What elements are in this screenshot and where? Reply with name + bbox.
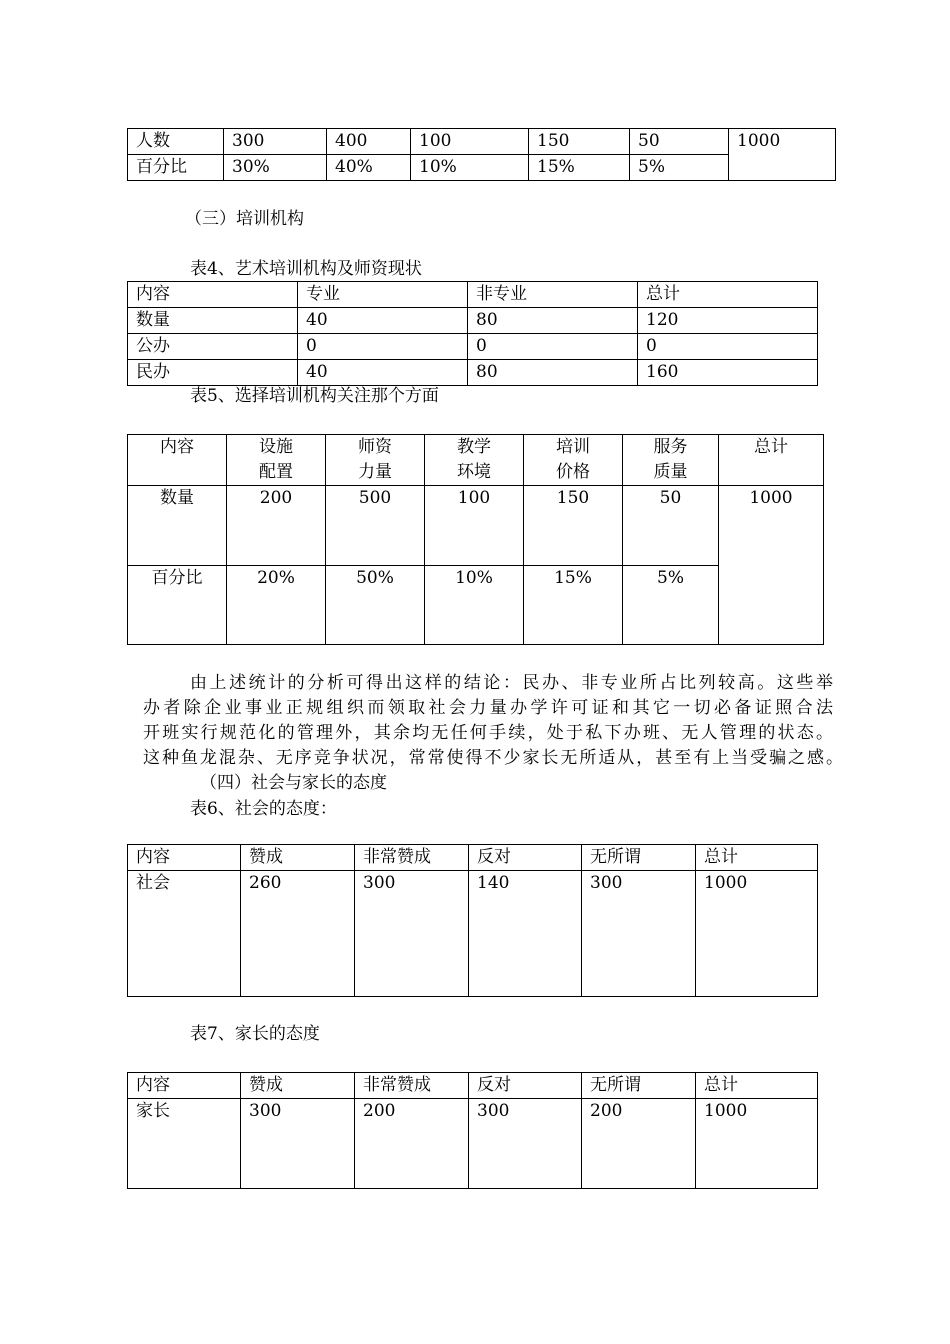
paragraph-line: 这种鱼龙混杂、无序竞争状况，常常使得不少家长无所适从，甚至有上当受骗之感。 — [143, 748, 843, 768]
column-header — [326, 435, 425, 486]
table-cell: 40 — [298, 308, 468, 334]
table-cell: 社会 — [128, 871, 241, 997]
header-line: 设施 — [259, 437, 293, 457]
column-header: 无所谓 — [582, 845, 696, 871]
table-cell: 120 — [638, 308, 818, 334]
header-line: 价格 — [556, 462, 590, 482]
section-heading-training-institutions: （三）培训机构 — [185, 209, 304, 229]
table-cell: 50 — [623, 486, 719, 566]
table-row — [128, 308, 818, 334]
table-row — [128, 129, 836, 155]
table-header-row — [128, 1073, 818, 1099]
column-header — [128, 435, 227, 486]
header-line: 服务 — [653, 437, 688, 457]
table-4-caption: 表4、艺术培训机构及师资现状 — [190, 259, 422, 279]
table-cell: 80 — [468, 360, 638, 386]
column-header: 赞成 — [241, 845, 355, 871]
column-header: 总计 — [638, 282, 818, 308]
table-4-institutions — [127, 281, 818, 386]
column-header — [623, 435, 719, 486]
table-cell: 家长 — [128, 1099, 241, 1189]
table-cell: 300 — [582, 871, 696, 997]
table-header-row — [128, 282, 818, 308]
table-header-row — [128, 845, 818, 871]
table-cell: 10% — [425, 566, 524, 645]
table-7-parent-attitude — [127, 1072, 818, 1189]
conclusion-paragraph — [143, 671, 843, 771]
column-header: 总计 — [696, 845, 818, 871]
table-5-selection-factors — [127, 434, 824, 645]
column-header: 内容 — [128, 282, 298, 308]
table-row — [128, 871, 818, 997]
table-cell: 300 — [469, 1099, 582, 1189]
total-cell: 1000 — [729, 129, 836, 181]
paragraph-line: 开班实行规范化的管理外，其余均无任何手续，处于私下办班、无人管理的状态。 — [143, 723, 833, 743]
header-line: 总计 — [754, 437, 788, 457]
table-cell: 300 — [224, 129, 327, 155]
table-cell: 15% — [529, 155, 630, 181]
column-header: 内容 — [128, 1073, 241, 1099]
table-cell: 人数 — [128, 129, 224, 155]
table-cell: 0 — [298, 334, 468, 360]
table-cell: 10% — [411, 155, 529, 181]
paragraph-line: 办者除企业事业正规组织而领取社会力量办学许可证和其它一切必备证照合法 — [143, 698, 833, 718]
header-line: 师资 — [358, 437, 392, 457]
table-cell: 5% — [630, 155, 729, 181]
column-header: 反对 — [469, 1073, 582, 1099]
header-line: 环境 — [457, 462, 491, 482]
column-header — [524, 435, 623, 486]
column-header: 赞成 — [241, 1073, 355, 1099]
table-header-row — [128, 435, 824, 486]
table-cell: 160 — [638, 360, 818, 386]
column-header: 非常赞成 — [355, 845, 469, 871]
column-header: 反对 — [469, 845, 582, 871]
table-row — [128, 1099, 818, 1189]
table-cell: 百分比 — [128, 155, 224, 181]
table-cell: 5% — [623, 566, 719, 645]
table-cell: 1000 — [696, 1099, 818, 1189]
header-line: 配置 — [259, 462, 293, 482]
table-cell: 20% — [227, 566, 326, 645]
header-line: 力量 — [358, 462, 392, 482]
table-cell: 0 — [638, 334, 818, 360]
table-6-caption: 表6、社会的态度： — [190, 799, 337, 819]
table-cell: 200 — [582, 1099, 696, 1189]
table-cell: 260 — [241, 871, 355, 997]
table-cell: 0 — [468, 334, 638, 360]
section-heading-attitudes: （四）社会与家长的态度 — [200, 773, 387, 793]
table-cell: 数量 — [128, 308, 298, 334]
table-row — [128, 486, 824, 566]
table-cell: 百分比 — [128, 566, 227, 645]
table-cell: 200 — [355, 1099, 469, 1189]
table-cell: 80 — [468, 308, 638, 334]
column-header: 总计 — [696, 1073, 818, 1099]
table-7-caption: 表7、家长的态度 — [190, 1024, 320, 1044]
column-header: 非常赞成 — [355, 1073, 469, 1099]
table-cell: 150 — [524, 486, 623, 566]
table-cell: 400 — [327, 129, 411, 155]
column-header: 内容 — [128, 845, 241, 871]
header-line: 质量 — [653, 462, 688, 482]
paragraph-line: 由上述统计的分析可得出这样的结论：民办、非专业所占比列较高。这些举 — [190, 673, 833, 693]
table-cell: 300 — [241, 1099, 355, 1189]
column-header: 非专业 — [468, 282, 638, 308]
column-header: 专业 — [298, 282, 468, 308]
table-cell: 100 — [425, 486, 524, 566]
table-cell: 数量 — [128, 486, 227, 566]
table-cell: 50 — [630, 129, 729, 155]
table-cell: 300 — [355, 871, 469, 997]
table-cell: 500 — [326, 486, 425, 566]
table-row — [128, 334, 818, 360]
table-row — [128, 360, 818, 386]
table-cell: 100 — [411, 129, 529, 155]
table-cell: 公办 — [128, 334, 298, 360]
column-header — [425, 435, 524, 486]
table-cell: 民办 — [128, 360, 298, 386]
table-3-participant-stats — [127, 128, 836, 181]
table-cell: 200 — [227, 486, 326, 566]
column-header: 无所谓 — [582, 1073, 696, 1099]
table-cell: 30% — [224, 155, 327, 181]
table-5-caption: 表5、选择培训机构关注那个方面 — [190, 386, 439, 406]
column-header — [719, 435, 824, 486]
table-cell: 40% — [327, 155, 411, 181]
table-cell: 15% — [524, 566, 623, 645]
header-line: 内容 — [160, 437, 194, 457]
table-cell: 150 — [529, 129, 630, 155]
total-cell: 1000 — [719, 486, 824, 645]
table-cell: 40 — [298, 360, 468, 386]
table-cell: 50% — [326, 566, 425, 645]
table-cell: 1000 — [696, 871, 818, 997]
table-cell: 140 — [469, 871, 582, 997]
table-6-society-attitude — [127, 844, 818, 997]
header-line: 培训 — [556, 437, 590, 457]
column-header — [227, 435, 326, 486]
header-line: 教学 — [457, 437, 491, 457]
